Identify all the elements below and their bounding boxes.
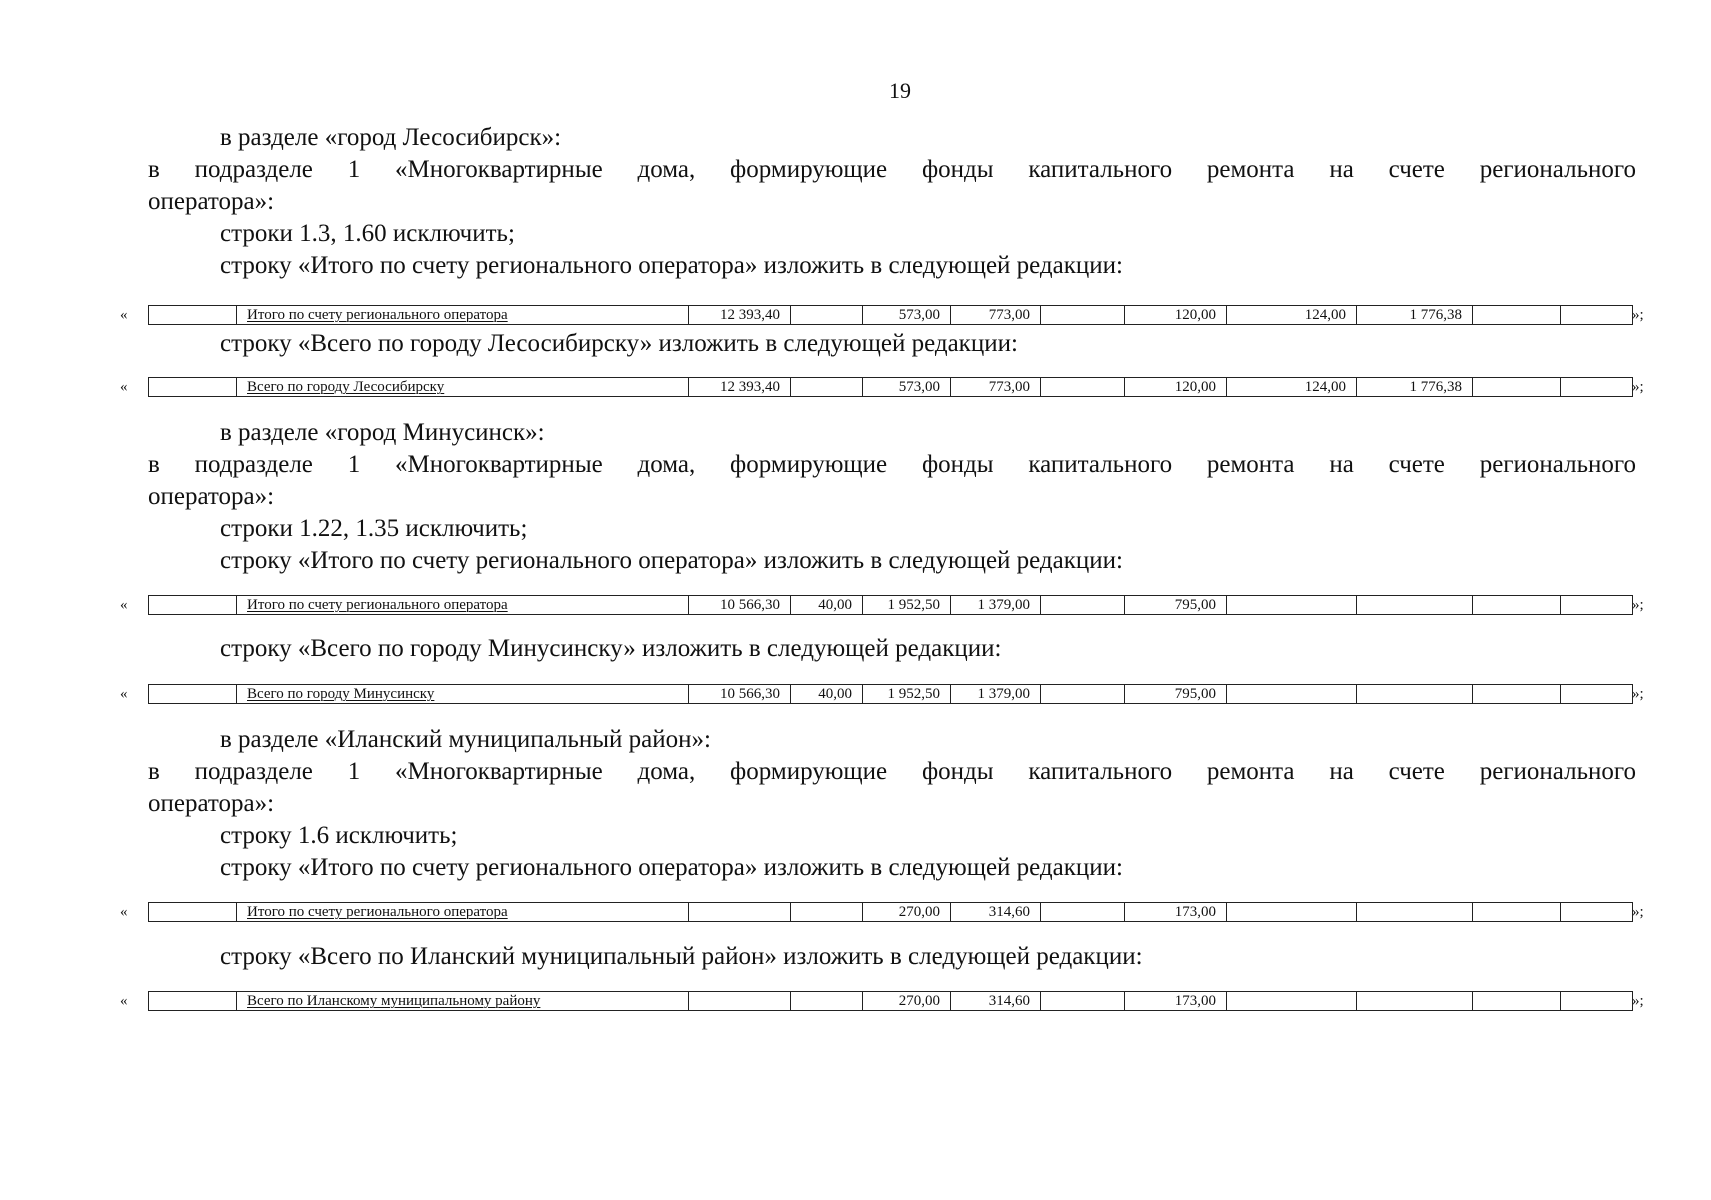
- exclude-instruction: строки 1.22, 1.35 исключить;: [220, 515, 528, 542]
- table-row: [120, 991, 1650, 1013]
- edit-instruction: строку «Всего по городу Минусинску» изложить в следующей редакции:: [220, 635, 1002, 662]
- page-number: 19: [889, 78, 911, 103]
- table-row: [120, 902, 1650, 924]
- row-label: Итого по счету регионального оператора: [237, 596, 689, 615]
- table-cell: [1357, 685, 1473, 704]
- table-cell: 1 379,00: [951, 596, 1041, 615]
- table-cell: 1 379,00: [951, 685, 1041, 704]
- table-cell: [1561, 903, 1633, 922]
- replacement-row-table: [148, 684, 1633, 704]
- table-cell: [1561, 992, 1633, 1011]
- row-number-cell: [149, 992, 237, 1011]
- table-cell: [1041, 992, 1125, 1011]
- section-heading: в разделе «город Минусинск»:: [220, 419, 545, 446]
- row-number-cell: [149, 378, 237, 397]
- table-cell: [1357, 596, 1473, 615]
- table-row: [120, 595, 1650, 617]
- table-cell: [1227, 596, 1357, 615]
- table-cell: 10 566,30: [689, 596, 791, 615]
- row-label: Всего по Иланскому муниципальному району: [237, 992, 689, 1011]
- table-cell: [689, 903, 791, 922]
- table-cell: 1 776,38: [1357, 306, 1473, 325]
- replacement-row-table: [148, 377, 1633, 397]
- replacement-row-table: [148, 305, 1633, 325]
- table-cell: 795,00: [1125, 596, 1227, 615]
- quote-close: »;: [1632, 993, 1644, 1009]
- table-cell: 314,60: [951, 903, 1041, 922]
- edit-instruction: строку «Итого по счету регионального оператора» изложить в следующей редакции:: [220, 547, 1123, 574]
- table-cell: [689, 992, 791, 1011]
- table-cell: 124,00: [1227, 378, 1357, 397]
- table-cell: 773,00: [951, 378, 1041, 397]
- table-cell: 1 952,50: [863, 596, 951, 615]
- table-cell: [1473, 992, 1561, 1011]
- table-cell: 40,00: [791, 685, 863, 704]
- table-cell: 573,00: [863, 306, 951, 325]
- table-cell: 1 952,50: [863, 685, 951, 704]
- quote-open: «: [120, 686, 128, 702]
- table-cell: 795,00: [1125, 685, 1227, 704]
- table-cell: [1473, 378, 1561, 397]
- table-cell: 10 566,30: [689, 685, 791, 704]
- table-cell: 120,00: [1125, 378, 1227, 397]
- exclude-instruction: строку 1.6 исключить;: [220, 822, 458, 849]
- table-cell: 12 393,40: [689, 378, 791, 397]
- section-heading: в разделе «город Лесосибирск»:: [220, 124, 562, 151]
- table-cell: 270,00: [863, 903, 951, 922]
- row-label: Итого по счету регионального оператора: [237, 903, 689, 922]
- replacement-row-table: [148, 595, 1633, 615]
- table-cell: [1561, 306, 1633, 325]
- subsection-text: в подразделе 1 «Многоквартирные дома, формирующие фонды капитального ремонта на счете регионального: [148, 156, 1636, 183]
- row-number-cell: [149, 903, 237, 922]
- table-cell: 12 393,40: [689, 306, 791, 325]
- table-cell: [1561, 596, 1633, 615]
- subsection-text: в подразделе 1 «Многоквартирные дома, формирующие фонды капитального ремонта на счете регионального: [148, 451, 1636, 478]
- row-label: Всего по городу Лесосибирску: [237, 378, 689, 397]
- table-cell: [791, 378, 863, 397]
- table-cell: [1227, 903, 1357, 922]
- table-cell: [1357, 992, 1473, 1011]
- table-cell: 773,00: [951, 306, 1041, 325]
- row-label: Итого по счету регионального оператора: [237, 306, 689, 325]
- quote-close: »;: [1632, 307, 1644, 323]
- table-cell: 270,00: [863, 992, 951, 1011]
- table-cell: [791, 903, 863, 922]
- quote-close: »;: [1632, 597, 1644, 613]
- table-cell: [1041, 306, 1125, 325]
- table-cell: [1227, 685, 1357, 704]
- edit-instruction: строку «Итого по счету регионального оператора» изложить в следующей редакции:: [220, 252, 1123, 279]
- table-cell: 124,00: [1227, 306, 1357, 325]
- table-cell: [1041, 903, 1125, 922]
- quote-open: «: [120, 993, 128, 1009]
- table-row: [120, 377, 1650, 399]
- table-cell: 1 776,38: [1357, 378, 1473, 397]
- table-cell: 40,00: [791, 596, 863, 615]
- table-cell: [1561, 685, 1633, 704]
- quote-open: «: [120, 379, 128, 395]
- table-cell: 120,00: [1125, 306, 1227, 325]
- table-cell: [1473, 306, 1561, 325]
- row-number-cell: [149, 306, 237, 325]
- row-number-cell: [149, 685, 237, 704]
- table-row: [120, 305, 1650, 327]
- table-cell: [1473, 596, 1561, 615]
- subsection-text-end: оператора»:: [148, 483, 275, 510]
- subsection-text-end: оператора»:: [148, 188, 275, 215]
- row-number-cell: [149, 596, 237, 615]
- row-label: Всего по городу Минусинску: [237, 685, 689, 704]
- table-cell: 314,60: [951, 992, 1041, 1011]
- table-cell: 573,00: [863, 378, 951, 397]
- replacement-row-table: [148, 902, 1633, 922]
- table-row: [120, 684, 1650, 706]
- edit-instruction: строку «Итого по счету регионального оператора» изложить в следующей редакции:: [220, 854, 1123, 881]
- table-cell: [1041, 685, 1125, 704]
- section-heading: в разделе «Иланский муниципальный район»:: [220, 726, 711, 753]
- replacement-row-table: [148, 991, 1633, 1011]
- table-cell: 173,00: [1125, 903, 1227, 922]
- table-cell: [1473, 903, 1561, 922]
- quote-open: «: [120, 307, 128, 323]
- table-cell: [1561, 378, 1633, 397]
- table-cell: [1041, 596, 1125, 615]
- table-cell: 173,00: [1125, 992, 1227, 1011]
- exclude-instruction: строки 1.3, 1.60 исключить;: [220, 220, 515, 247]
- table-cell: [1041, 378, 1125, 397]
- quote-close: »;: [1632, 686, 1644, 702]
- quote-open: «: [120, 904, 128, 920]
- table-cell: [1227, 992, 1357, 1011]
- table-cell: [1473, 685, 1561, 704]
- table-cell: [791, 306, 863, 325]
- quote-open: «: [120, 597, 128, 613]
- edit-instruction: строку «Всего по Иланский муниципальный район» изложить в следующей редакции:: [220, 943, 1143, 970]
- subsection-text: в подразделе 1 «Многоквартирные дома, формирующие фонды капитального ремонта на счете регионального: [148, 758, 1636, 785]
- subsection-text-end: оператора»:: [148, 790, 275, 817]
- quote-close: »;: [1632, 904, 1644, 920]
- table-cell: [791, 992, 863, 1011]
- edit-instruction: строку «Всего по городу Лесосибирску» изложить в следующей редакции:: [220, 330, 1018, 357]
- quote-close: »;: [1632, 379, 1644, 395]
- table-cell: [1357, 903, 1473, 922]
